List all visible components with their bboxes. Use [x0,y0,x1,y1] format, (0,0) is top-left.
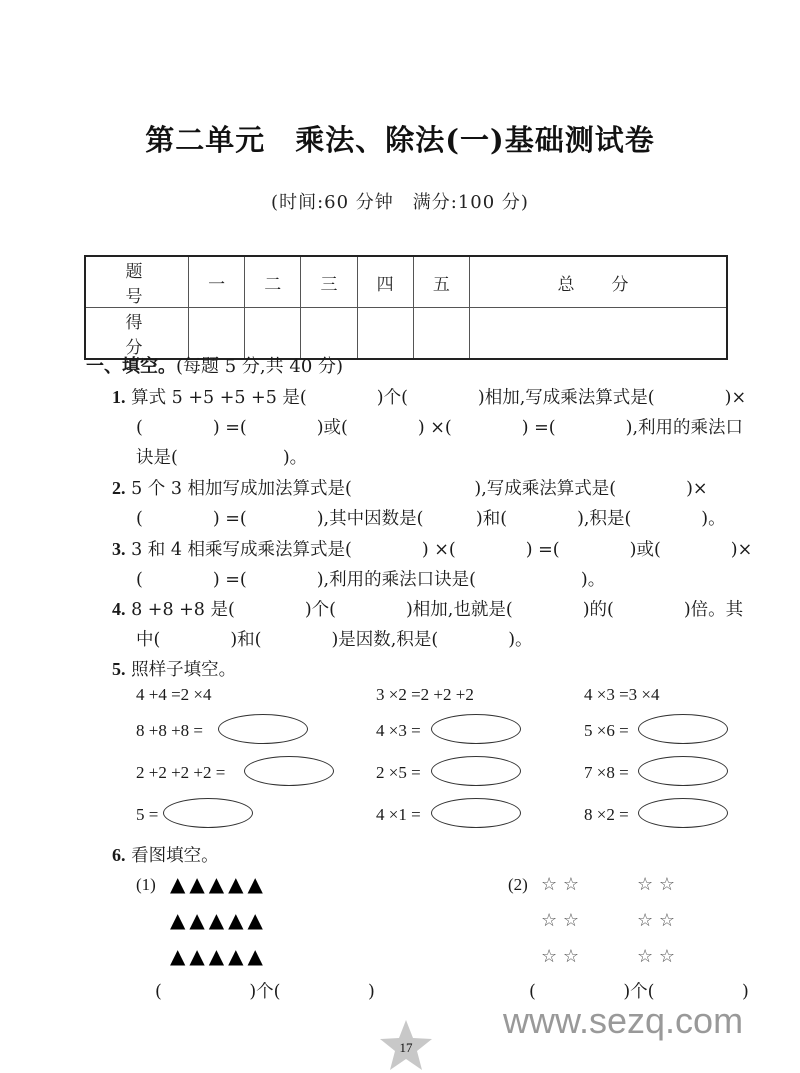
question-number: 3. [112,539,126,559]
answer-oval[interactable] [163,798,253,828]
star-group-icon: ☆ ☆ [541,874,579,895]
triangle-row-icon: ▲▲▲▲▲ [170,944,267,968]
page-number: 17 [399,1040,413,1055]
example-equation: 3 ×2 =2 +2 +2 [376,685,474,704]
equation-label: 8 +8 +8 = [136,721,204,740]
page-title: 第二单元 乘法、除法(一)基础测试卷 [145,123,655,157]
star-group-icon: ☆ ☆ [637,946,675,967]
section-score-note: (每题 5 分,共 40 分) [176,356,344,377]
question-1-line-3: 诀是( )。 [136,448,308,468]
equation-label: 5 ×6 = [584,721,629,740]
part-1-answer: ( )个( ) [155,982,375,1002]
triangle-row-icon: ▲▲▲▲▲ [170,872,267,896]
score-input-cell[interactable] [469,308,727,360]
star-group-icon: ☆ ☆ [541,946,579,967]
triangle-row-icon: ▲▲▲▲▲ [170,908,267,932]
question-number: 6. [112,845,126,865]
time-and-score-info: (时间:60 分钟 满分:100 分) [271,192,529,213]
question-text: 看图填空。 [131,846,219,866]
question-4-line-1 [112,596,743,621]
question-3-line-2: ( ) =( ),利用的乘法口诀是( )。 [136,570,606,590]
answer-oval[interactable] [638,798,728,828]
question-number: 1. [112,387,126,407]
question-number: 2. [112,478,126,498]
answer-oval[interactable] [638,756,728,786]
star-group-icon: ☆ ☆ [541,910,579,931]
score-table-header-row [85,256,727,308]
part-2-label: (2) [508,875,528,894]
example-equation: 4 +4 =2 ×4 [136,685,212,704]
question-2-line-2: ( ) =( ),其中因数是( )和( ),积是( )。 [136,509,726,529]
section-heading [86,352,343,378]
answer-oval[interactable] [218,714,308,744]
star-group-icon: ☆ ☆ [637,910,675,931]
question-number: 5. [112,659,126,679]
equation-label: 4 ×1 = [376,805,421,824]
question-3-line-1 [112,536,752,561]
score-input-cell[interactable] [413,308,469,360]
question-text: 3 和 4 相乘写成乘法算式是( ) ×( ) =( )或( )× [131,540,753,560]
equation-label: 8 ×2 = [584,805,629,824]
equation-label: 2 ×5 = [376,763,421,782]
equation-label: 2 +2 +2 +2 = [136,763,226,782]
equation-label: 5 = [136,805,159,824]
score-input-cell[interactable] [357,308,413,360]
question-5-title [112,656,236,681]
question-text: 照样子填空。 [131,660,237,680]
section-title: 一、填空。 [86,356,176,377]
score-table-cell: 二 [245,256,301,308]
question-text: 8 +8 +8 是( )个( )相加,也就是( )的( )倍。其 [131,600,744,620]
question-text: 5 个 3 相加写成加法算式是( ),写成乘法算式是( )× [131,479,708,499]
part-2-answer: ( )个( ) [529,982,749,1002]
question-number: 4. [112,599,126,619]
score-table-cell: 总 分 [469,256,727,308]
question-2-line-1 [112,475,708,500]
example-equation: 4 ×3 =3 ×4 [584,685,660,704]
star-group-icon: ☆ ☆ [637,874,675,895]
score-table-cell: 题 号 [85,256,189,308]
watermark: www.sezq.com [503,1000,744,1041]
part-1-label: (1) [136,875,156,894]
answer-oval[interactable] [431,756,521,786]
answer-oval[interactable] [431,798,521,828]
score-table-cell: 三 [301,256,357,308]
score-table-cell: 一 [189,256,245,308]
score-table-cell: 五 [413,256,469,308]
equation-label: 4 ×3 = [376,721,421,740]
score-table-cell: 得 分 [85,308,189,360]
answer-oval[interactable] [431,714,521,744]
score-table-cell: 四 [357,256,413,308]
equation-label: 7 ×8 = [584,763,629,782]
question-4-line-2: 中( )和( )是因数,积是( )。 [136,630,533,650]
question-text: 算式 5 +5 +5 +5 是( )个( )相加,写成乘法算式是( )× [131,388,747,408]
answer-oval[interactable] [638,714,728,744]
question-6-title [112,842,219,867]
score-table [84,255,728,360]
question-1-line-2: ( ) =( )或( ) ×( ) =( ),利用的乘法口 [136,418,744,438]
answer-oval[interactable] [244,756,334,786]
question-1-line-1 [112,384,746,409]
